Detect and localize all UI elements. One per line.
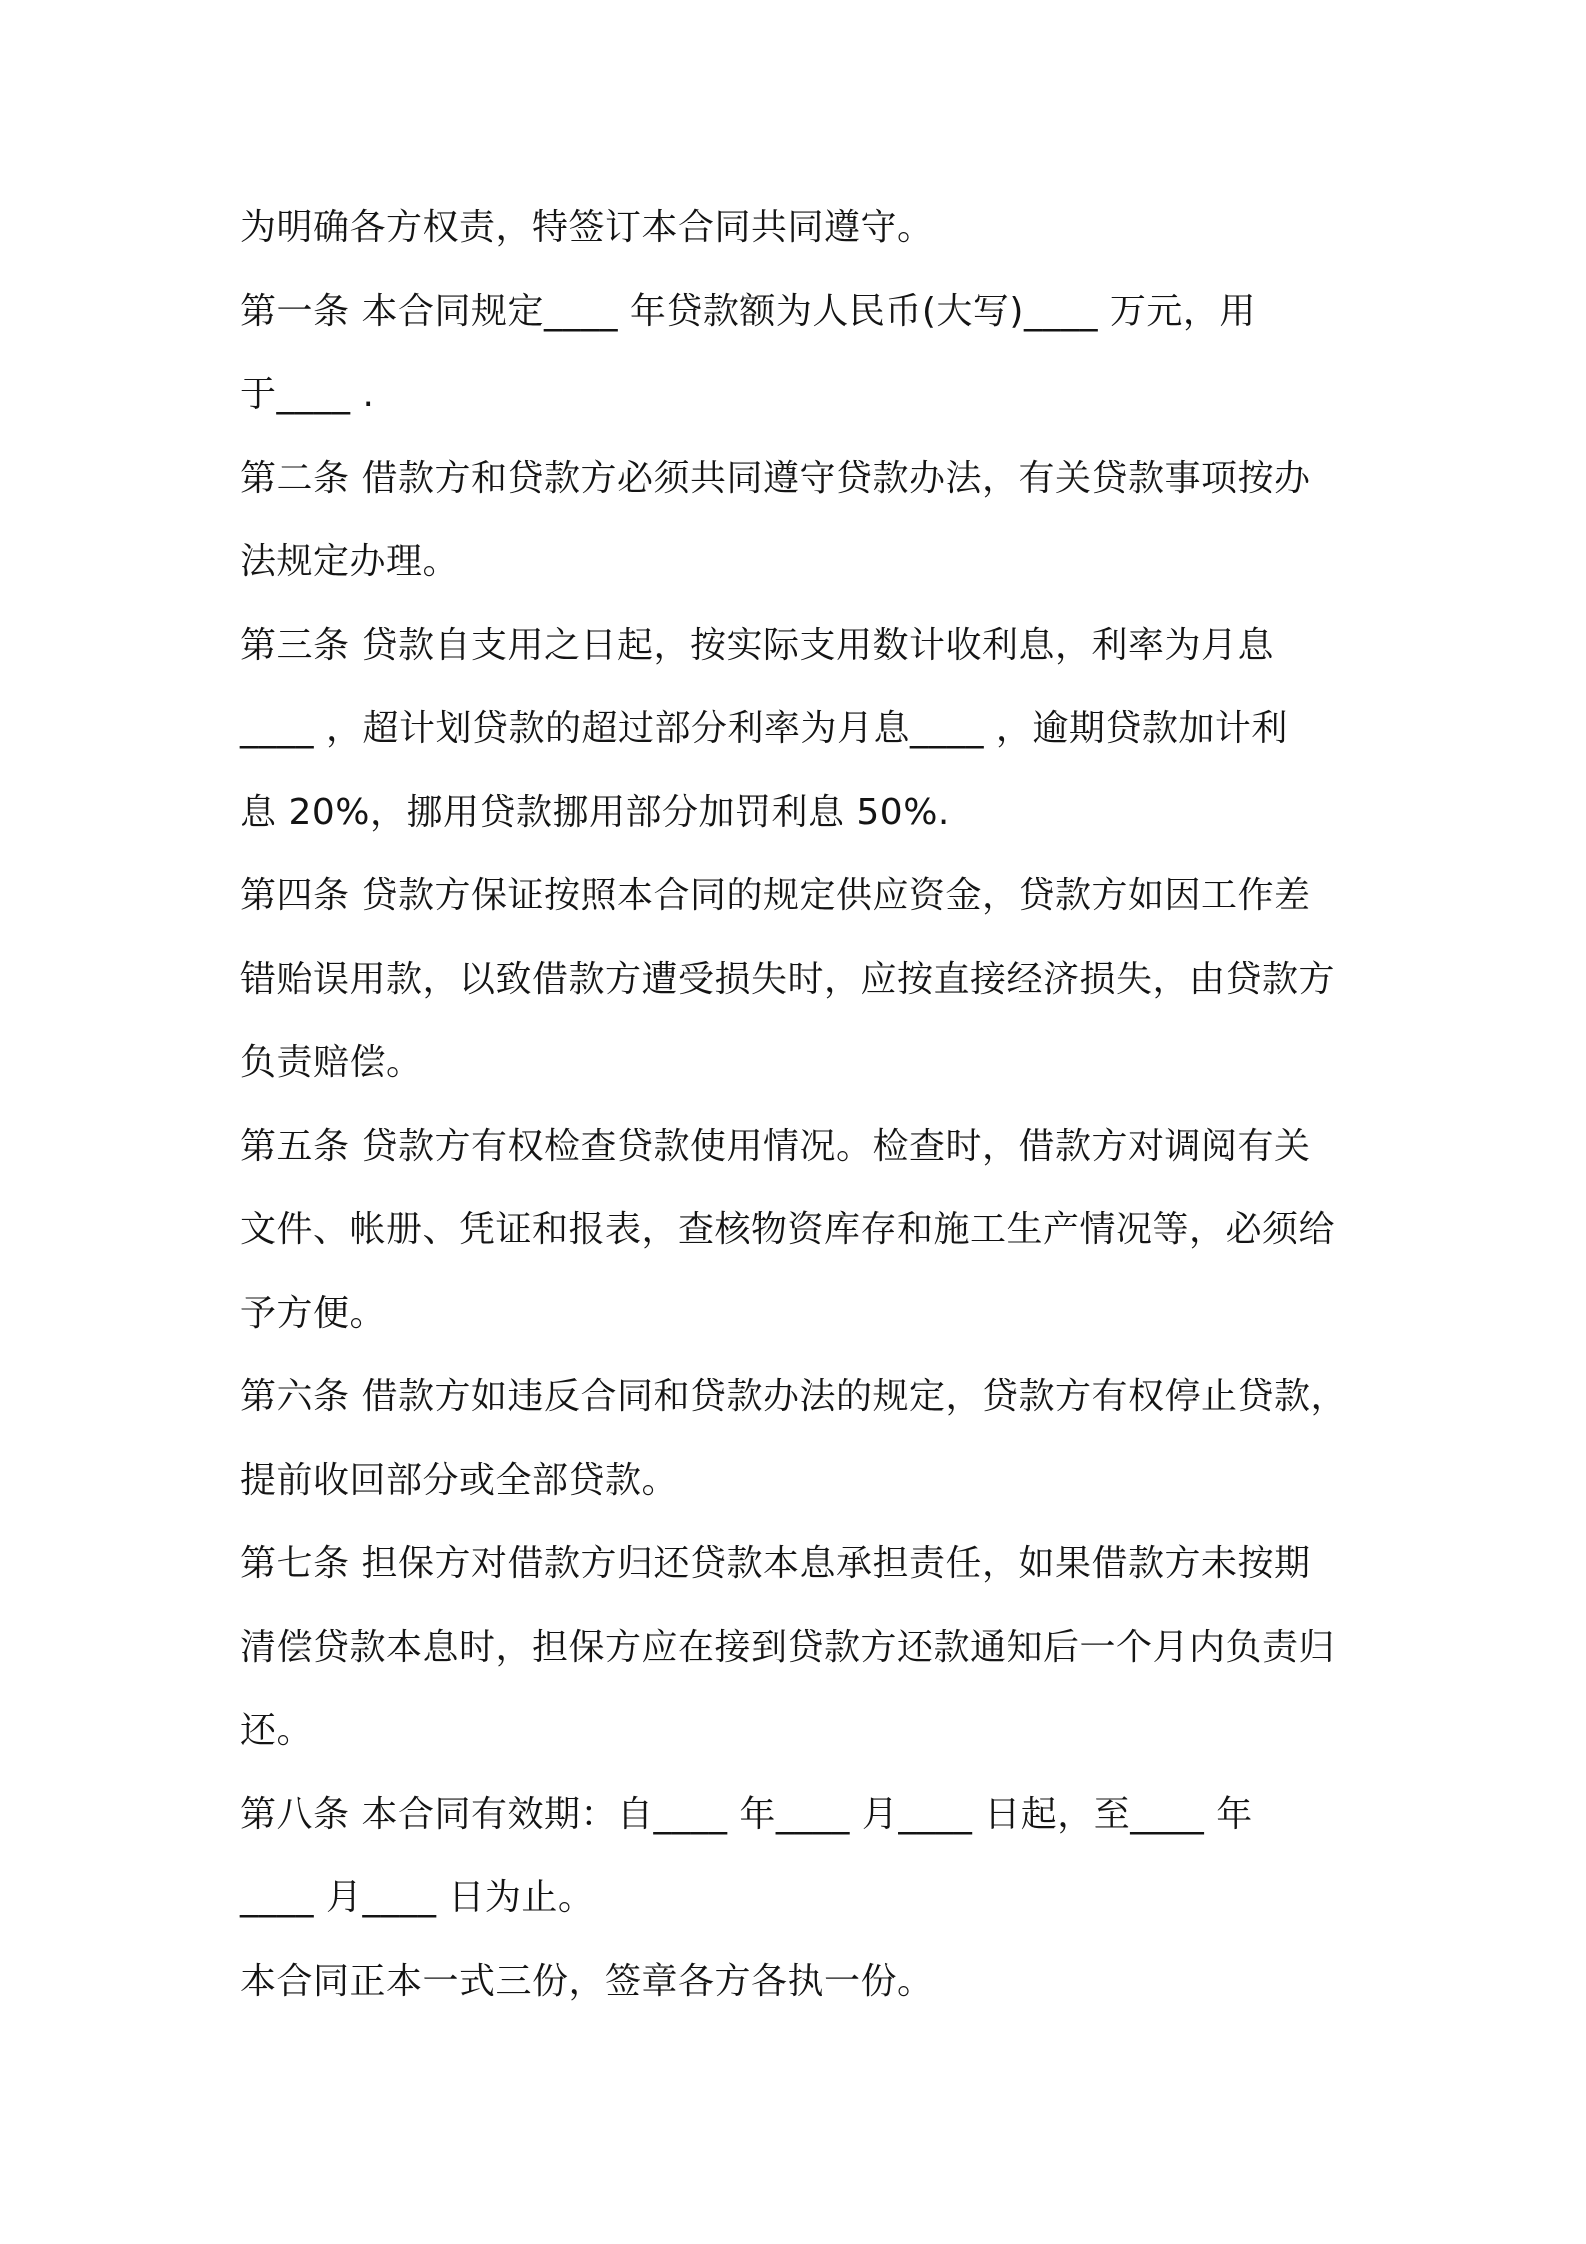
paragraph-line: 负责赔偿。 [240,1042,423,1083]
paragraph-line: ____ 月____ 日为止。 [240,1877,595,1918]
article-4-paragraph [240,854,1440,1105]
article-8-paragraph [240,1773,1440,1940]
paragraph-line: 第一条 本合同规定____ 年贷款额为人民币(大写)____ 万元，用 [240,290,1256,332]
paragraph-line: 第七条 担保方对借款方归还贷款本息承担责任，如果借款方未按期 [240,1543,1311,1584]
article-6-paragraph [240,1355,1440,1522]
contract-body [240,186,1440,2023]
paragraph-line: 第八条 本合同有效期：自____ 年____ 月____ 日起，至____ 年 [240,1793,1253,1835]
article-5-paragraph [240,1105,1440,1356]
paragraph-line: 第二条 借款方和贷款方必须共同遵守贷款办法，有关贷款事项按办 [240,457,1311,499]
paragraph-line: 第六条 借款方如违反合同和贷款办法的规定，贷款方有权停止贷款， [240,1376,1347,1417]
article-3-paragraph [240,604,1440,855]
paragraph-line: 还。 [240,1710,314,1751]
closing-paragraph [240,1940,1440,2024]
paragraph-line: 提前收回部分或全部贷款。 [240,1459,679,1501]
paragraph-line: 息 20%，挪用贷款挪用部分加罚利息 50%. [240,791,950,833]
preamble-paragraph [240,186,1440,270]
paragraph-line: 于____ . [240,374,375,415]
paragraph-line: 法规定办理。 [240,541,460,582]
paragraph-line: 本合同正本一式三份，签章各方各执一份。 [240,1960,934,2002]
paragraph-line: 错贻误用款，以致借款方遭受损失时，应按直接经济损失，由贷款方 [240,958,1336,1000]
paragraph-line: 为明确各方权责，特签订本合同共同遵守。 [240,207,934,248]
paragraph-line: 第三条 贷款自支用之日起，按实际支用数计收利息，利率为月息 [240,624,1274,666]
article-2-paragraph [240,437,1440,604]
article-7-paragraph [240,1522,1440,1773]
article-1-paragraph [240,270,1440,437]
paragraph-line: 第五条 贷款方有权检查贷款使用情况。检查时，借款方对调阅有关 [240,1125,1311,1167]
paragraph-line: 文件、帐册、凭证和报表，查核物资库存和施工生产情况等，必须给 [240,1209,1336,1250]
paragraph-line: ____ ，超计划贷款的超过部分利率为月息____ ，逾期贷款加计利 [240,708,1288,749]
paragraph-line: 清偿贷款本息时，担保方应在接到贷款方还款通知后一个月内负责归 [240,1626,1336,1668]
paragraph-line: 予方便。 [240,1292,387,1334]
paragraph-line: 第四条 贷款方保证按照本合同的规定供应资金，贷款方如因工作差 [240,875,1311,916]
